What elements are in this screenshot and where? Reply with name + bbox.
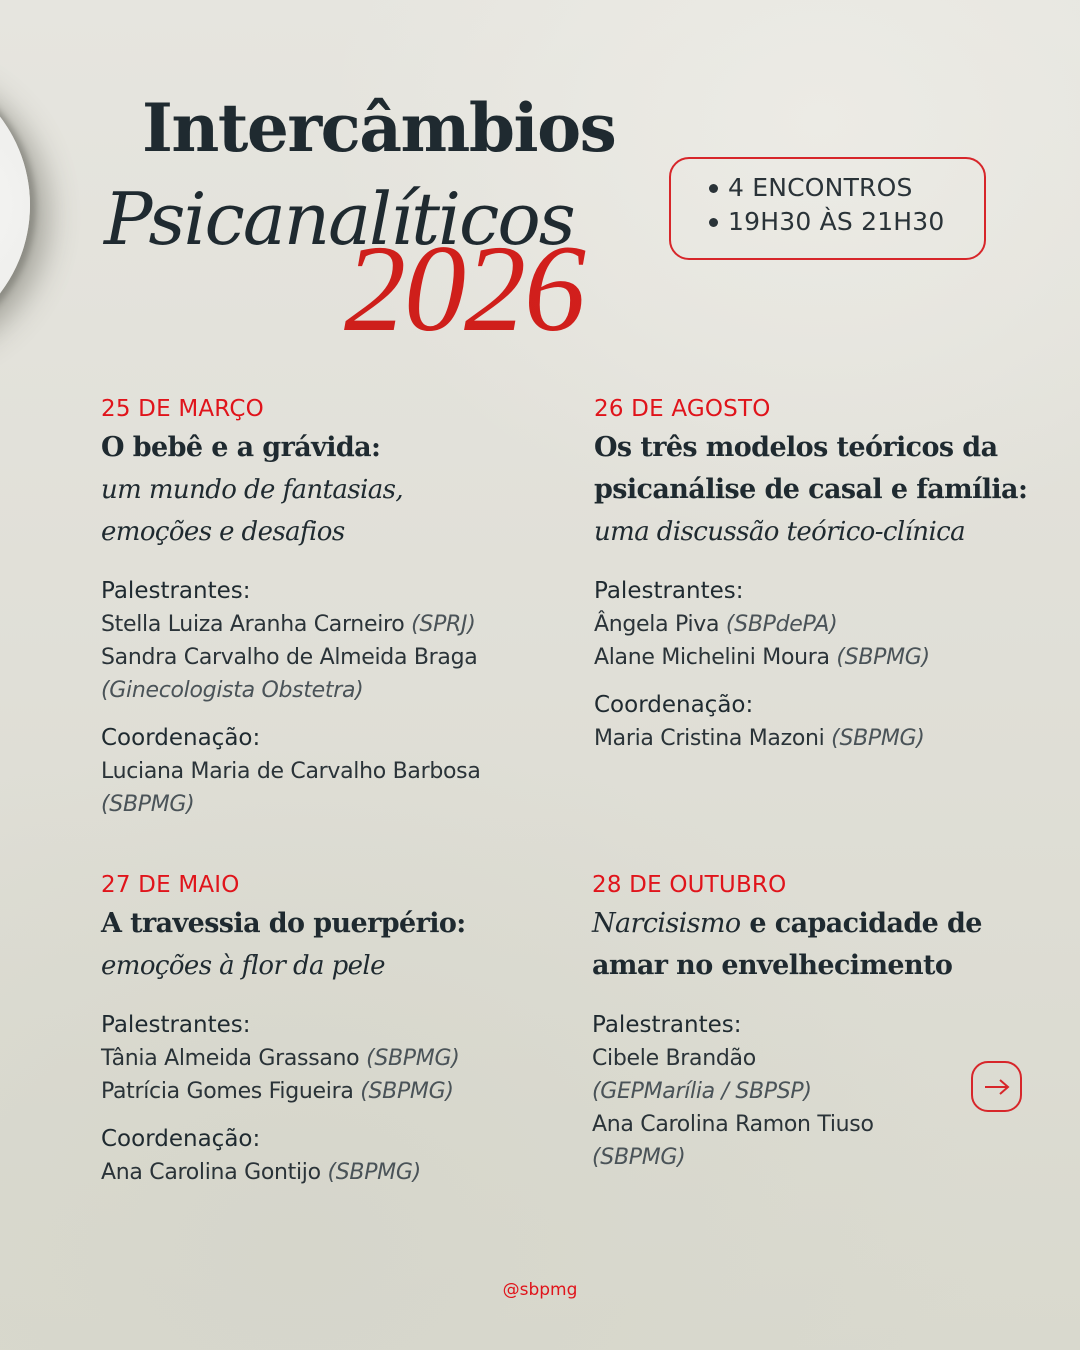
speakers-label: Palestrantes: — [592, 1012, 742, 1038]
coordinator: Luciana Maria de Carvalho Barbosa — [101, 759, 481, 784]
speaker: Patrícia Gomes Figueira (SBPMG) — [101, 1079, 454, 1104]
title-intercambios: Intercâmbios — [142, 89, 616, 167]
event-card-agosto — [594, 395, 1054, 755]
coordination-label: Coordenação: — [594, 692, 754, 718]
next-button[interactable] — [971, 1061, 1022, 1112]
speakers-label: Palestrantes: — [101, 1012, 251, 1038]
event-date: 27 DE MAIO — [101, 872, 240, 898]
info-box — [669, 157, 986, 260]
speaker: Cibele Brandão — [592, 1046, 756, 1071]
coordinator: Ana Carolina Gontijo (SBPMG) — [101, 1160, 421, 1185]
event-title: A travessia do puerpério: — [101, 908, 466, 939]
event-subtitle-line: emoções à flor da pele — [101, 951, 385, 981]
event-date: 26 DE AGOSTO — [594, 396, 771, 422]
speaker: Ângela Piva (SBPdePA) — [594, 612, 838, 637]
event-card-marco — [101, 395, 561, 821]
event-card-outubro — [592, 871, 1052, 1174]
event-date: 28 DE OUTUBRO — [592, 872, 787, 898]
speaker: Tânia Almeida Grassano (SBPMG) — [101, 1046, 460, 1071]
event-date: 25 DE MARÇO — [101, 396, 264, 422]
info-item-encounters: 4 ENCONTROS — [709, 171, 984, 205]
speakers-label: Palestrantes: — [101, 578, 251, 604]
event-title-line: psicanálise de casal e família: — [594, 474, 1028, 505]
bullet-icon — [709, 184, 718, 193]
title-year: 2026 — [344, 220, 584, 357]
event-title-line: Narcisismo e capacidade de — [592, 908, 982, 939]
speaker: Stella Luiza Aranha Carneiro (SPRJ) — [101, 612, 476, 637]
event-title-line: amar no envelhecimento — [592, 950, 953, 981]
info-item-time: 19H30 ÀS 21H30 — [709, 205, 984, 239]
speakers-label: Palestrantes: — [594, 578, 744, 604]
coordination-label: Coordenação: — [101, 1126, 261, 1152]
event-subtitle-line: emoções e desafios — [101, 517, 345, 547]
event-card-maio — [101, 871, 561, 1189]
bullet-icon — [709, 218, 718, 227]
event-subtitle-line: um mundo de fantasias, — [101, 475, 404, 505]
coordinator-org: (SBPMG) — [101, 792, 195, 817]
event-title: O bebê e a grávida: — [101, 432, 381, 463]
decorative-plate — [0, 60, 30, 350]
speaker: Sandra Carvalho de Almeida Braga — [101, 645, 478, 670]
title-psicanaliticos: Psicanalíticos — [104, 177, 574, 261]
speaker-org: (SBPMG) — [592, 1145, 686, 1170]
event-title-line: Os três modelos teóricos da — [594, 432, 998, 463]
speaker: Ana Carolina Ramon Tiuso — [592, 1112, 874, 1137]
title-block — [100, 89, 660, 357]
speaker: Alane Michelini Moura (SBPMG) — [594, 645, 930, 670]
arrow-right-icon — [983, 1078, 1011, 1096]
speaker-org: (Ginecologista Obstetra) — [101, 678, 364, 703]
speaker-org: (GEPMarília / SBPSP) — [592, 1079, 812, 1104]
event-subtitle-line: uma discussão teórico-clínica — [594, 517, 966, 547]
coordination-label: Coordenação: — [101, 725, 261, 751]
coordinator: Maria Cristina Mazoni (SBPMG) — [594, 726, 925, 751]
social-handle[interactable]: @sbpmg — [502, 1280, 578, 1300]
